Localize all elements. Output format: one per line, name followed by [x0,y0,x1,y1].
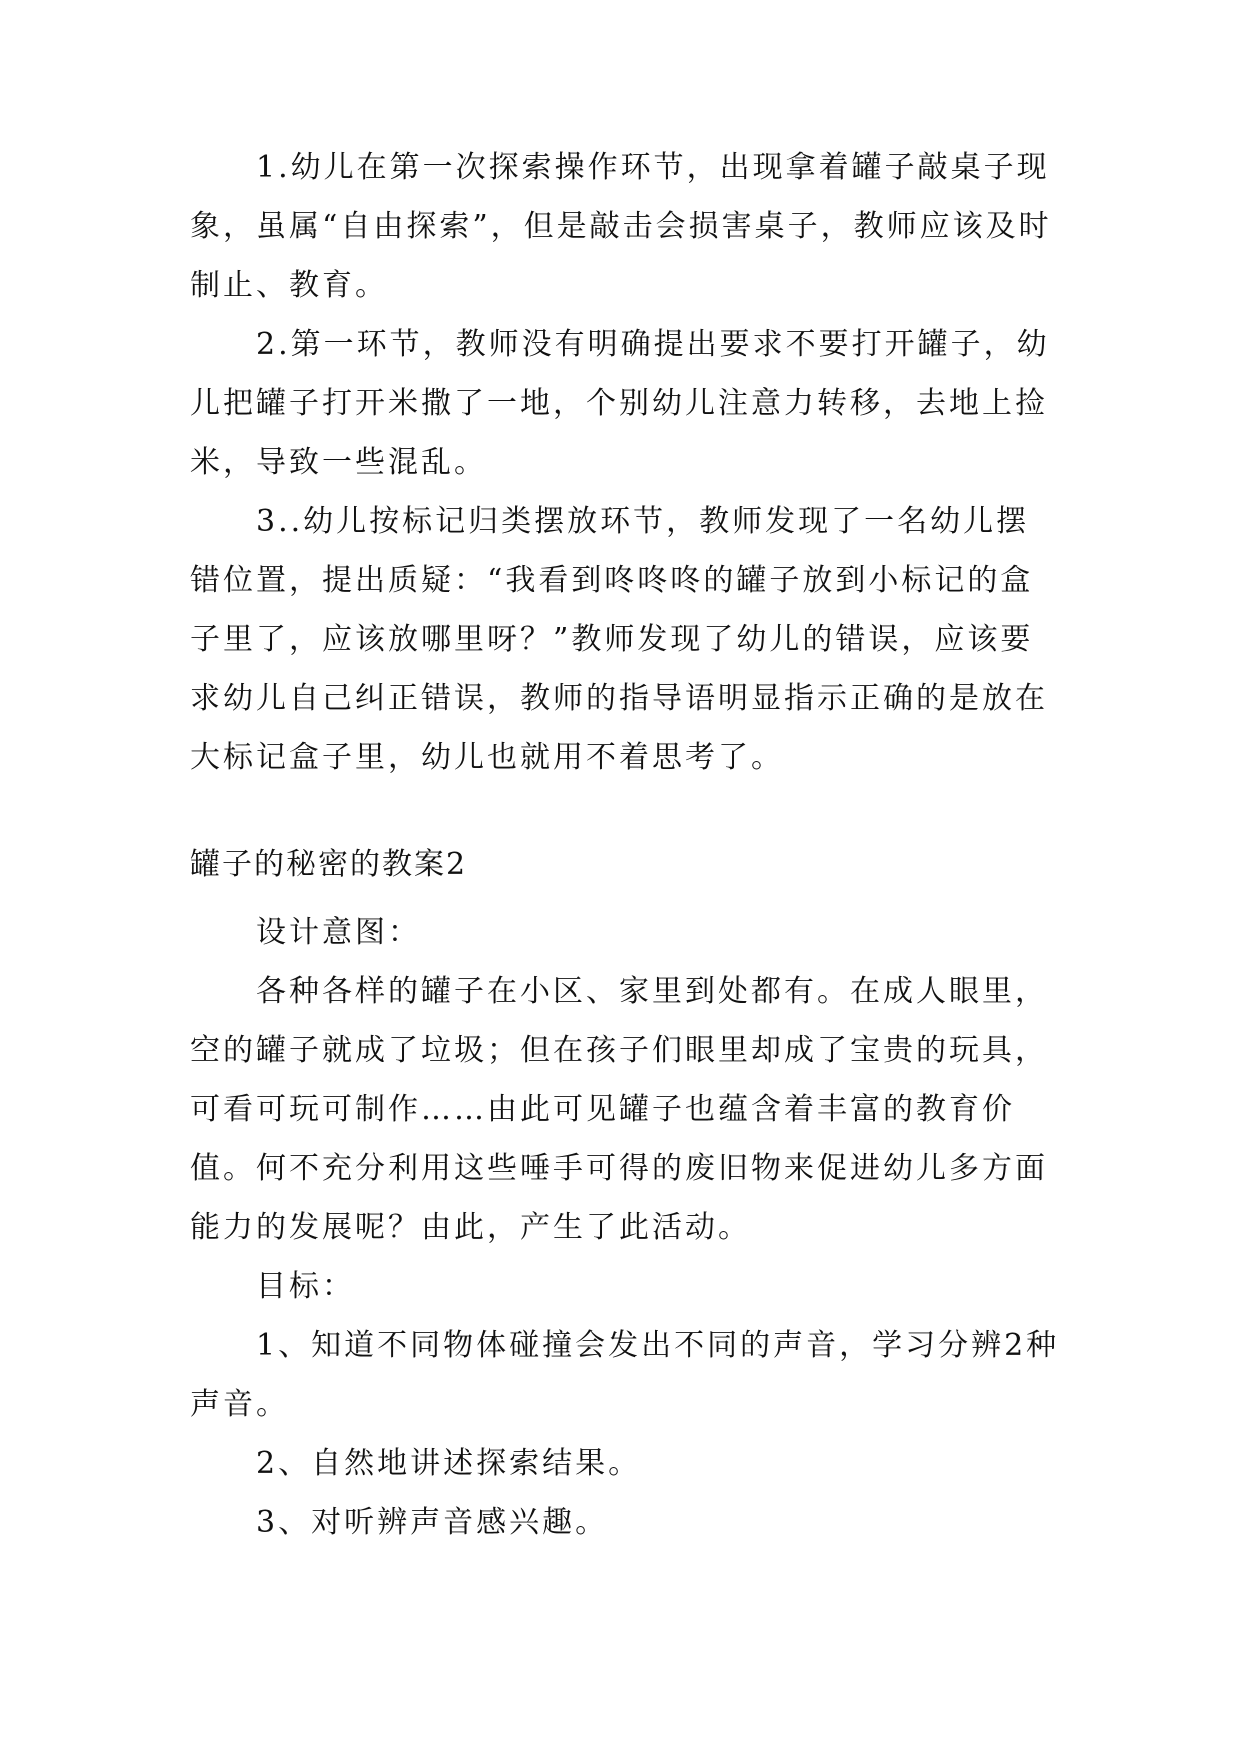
goal-item-2: 2、自然地讲述探索结果。 [256,1446,642,1481]
goal-item-3: 3、对听辨声音感兴趣。 [256,1505,609,1540]
goal-label: 目标： [256,1269,355,1304]
reflection-paragraph-2: 2.第一环节，教师没有明确提出要求不要打开罐子，幼儿把罐子打开米撒了一地，个别幼儿注意力转移，去地上捡米，导致一些混乱。 [190,327,1050,480]
reflection-paragraph-1: 1.幼儿在第一次探索操作环节，出现拿着罐子敲桌子现象，虽属“自由探索”，但是敲击会损害桌子，教师应该及时制止、教育。 [190,150,1052,303]
goal-item-1: 1、知道不同物体碰撞会发出不同的声音，学习分辨2种声音。 [190,1328,1060,1422]
design-intent-label: 设计意图： [256,915,421,950]
lesson-plan-title: 罐子的秘密的教案2 [190,847,468,882]
reflection-paragraph-3: 3..幼儿按标记归类摆放环节，教师发现了一名幼儿摆错位置，提出质疑：“我看到咚咚咚的罐子放到小标记的盒子里了，应该放哪里呀？”教师发现了幼儿的错误，应该要求幼儿自己纠正错误，教师的指导语明显指示正确的是放在大标记盒子里，幼儿也就用不着思考了。 [190,504,1048,775]
design-intent-paragraph: 各种各样的罐子在小区、家里到处都有。在成人眼里，空的罐子就成了垃圾；但在孩子们眼里却成了宝贵的玩具，可看可玩可制作……由此可见罐子也蕴含着丰富的教育价值。何不充分利用这些唾手可得的废旧物来促进幼儿多方面能力的发展呢？由此，产生了此活动。 [190,974,1048,1245]
